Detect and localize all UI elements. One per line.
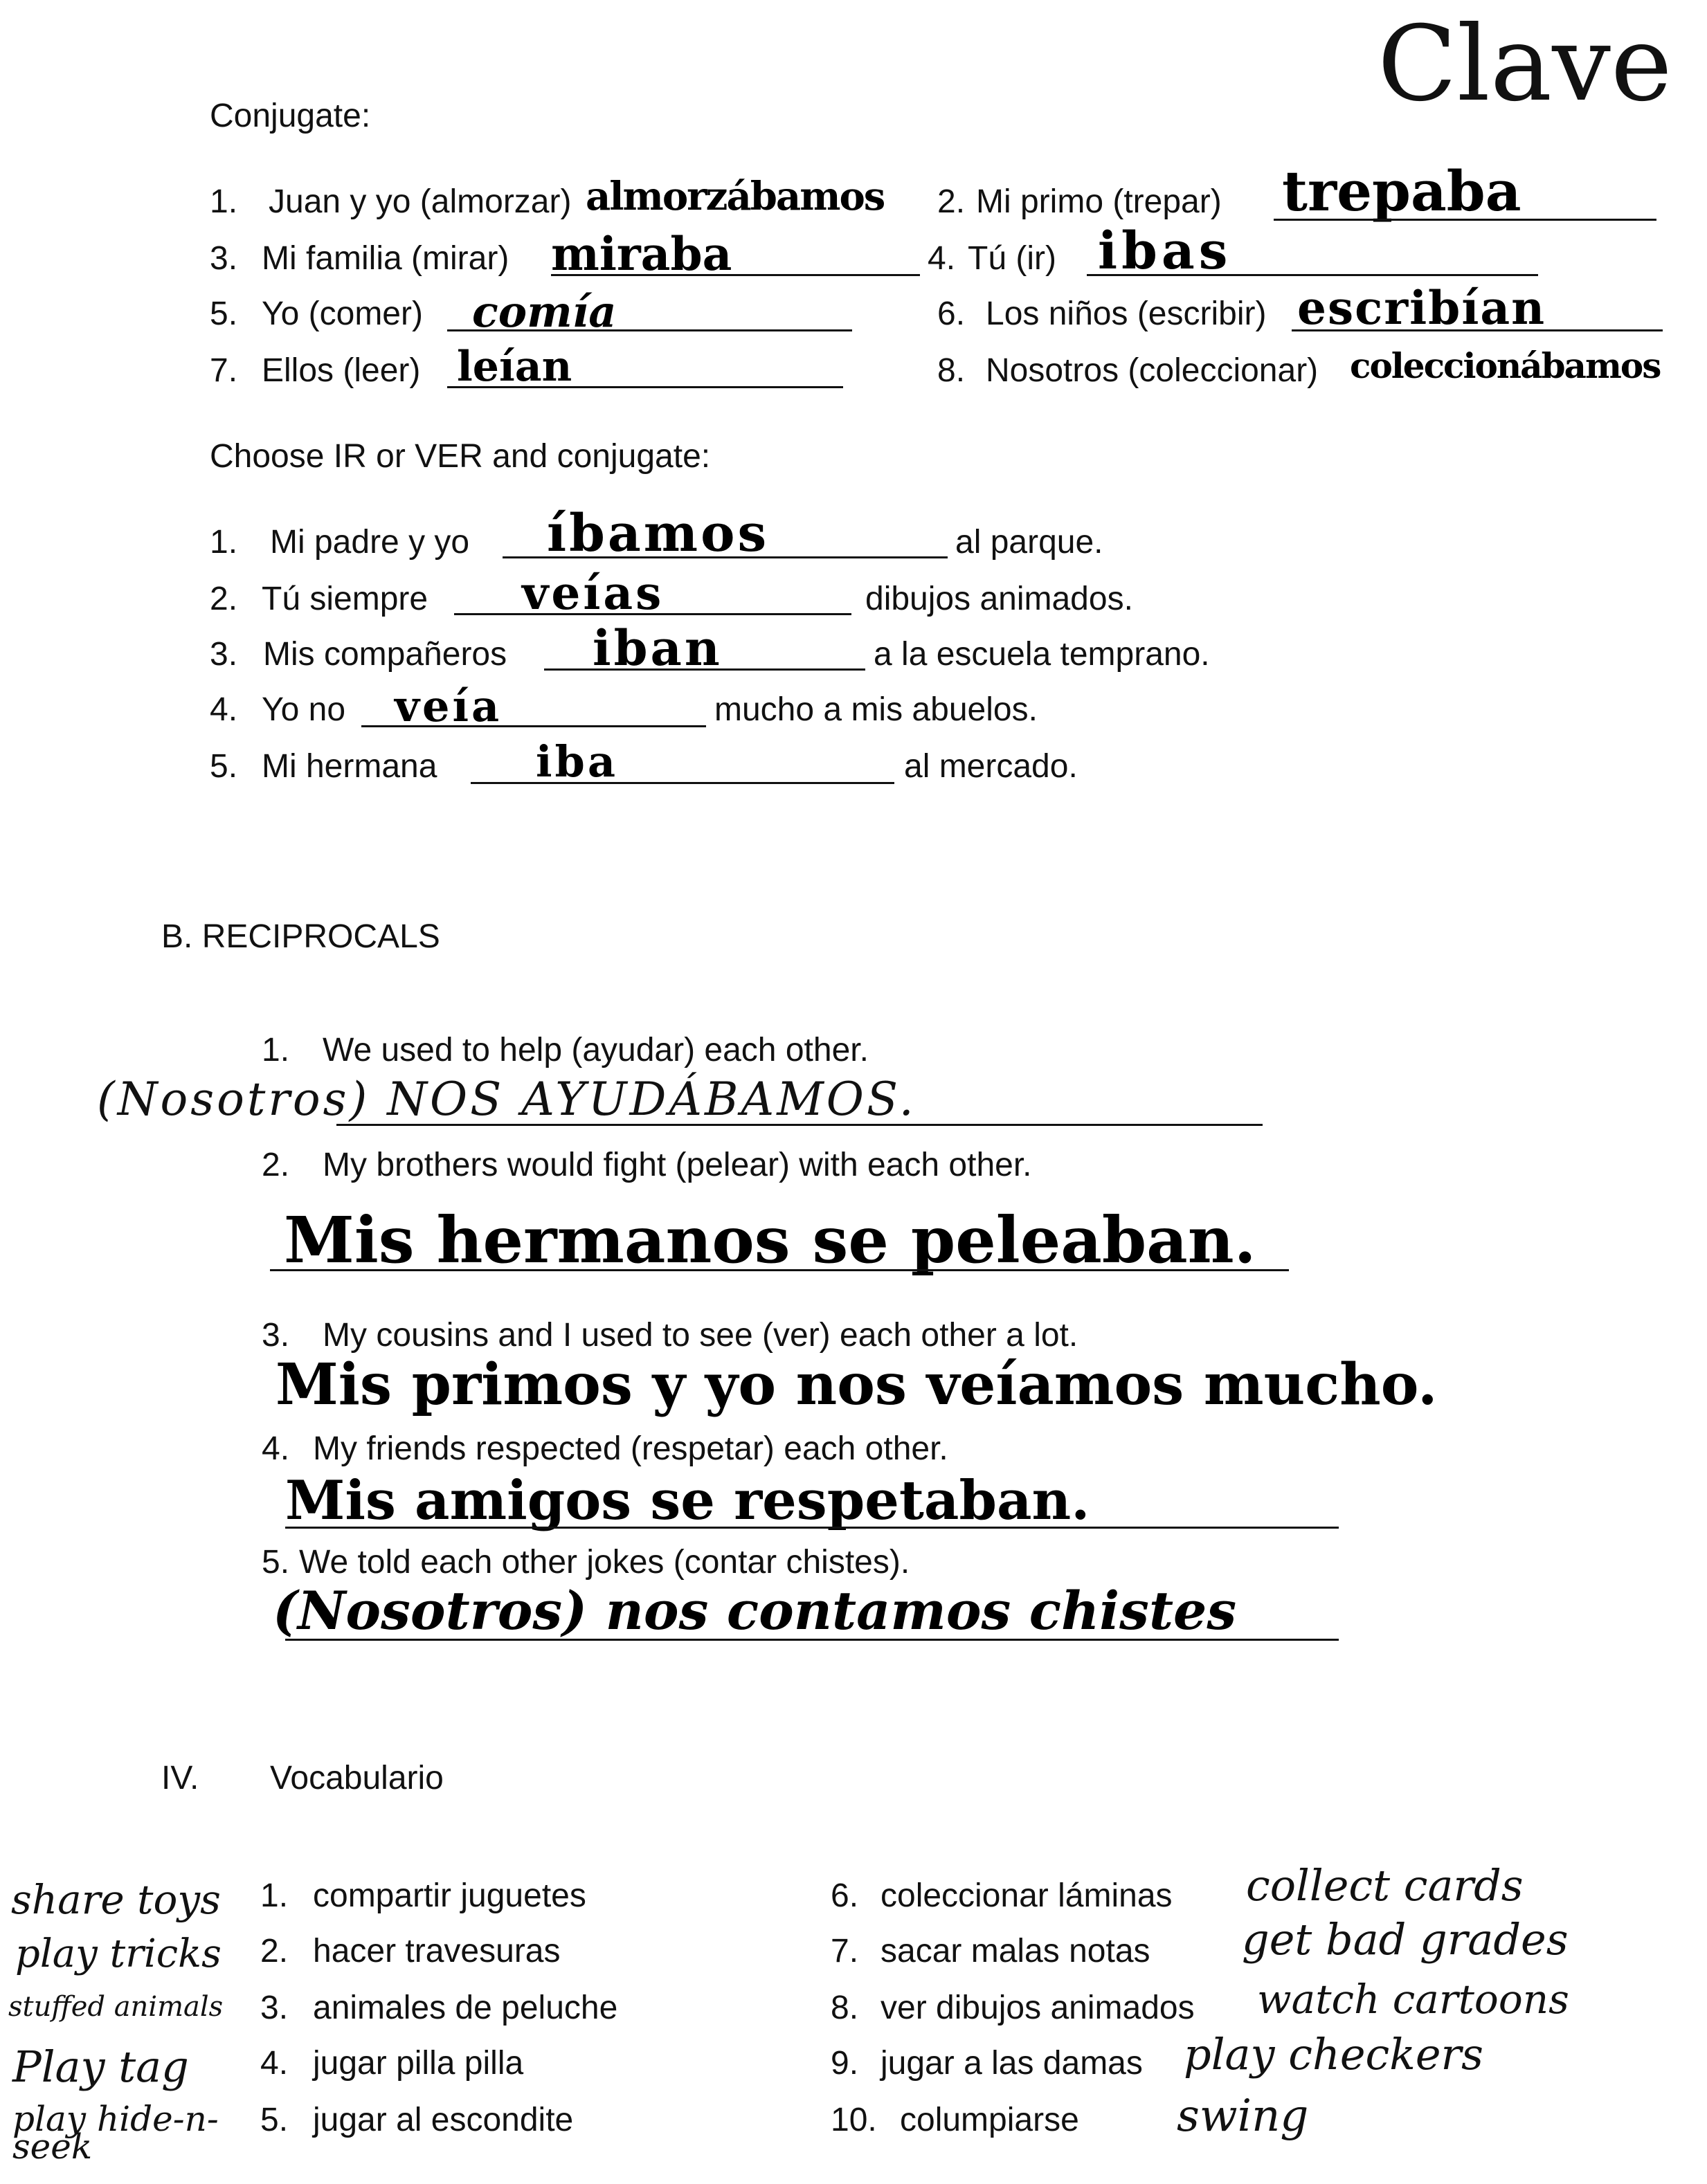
vocab-title: Vocabulario (270, 1760, 444, 1796)
vocab-9-num: 9. (831, 2045, 859, 2082)
clave-handwritten: Clave (1378, 4, 1672, 125)
conj-5-prompt: Yo (comer) (262, 295, 423, 332)
recip-4-prompt: My friends respected (respetar) each other. (313, 1430, 948, 1467)
recip-5-num: 5. (262, 1544, 290, 1581)
vocab-1-term: compartir juguetes (313, 1877, 586, 1914)
irver-1-tail: al parque. (955, 524, 1103, 561)
irver-5-answer: iba (536, 736, 619, 787)
irver-4-num: 4. (210, 691, 238, 728)
vocab-10-answer: swing (1177, 2091, 1309, 2142)
recip-2-line (270, 1269, 1289, 1271)
irver-5-num: 5. (210, 748, 238, 785)
irver-2-tail: dibujos animados. (865, 581, 1133, 617)
recip-1-line (336, 1124, 1263, 1126)
irver-3-line (544, 668, 865, 671)
vocab-4-term: jugar pilla pilla (313, 2045, 524, 2082)
conj-3-line (551, 274, 920, 276)
vocab-10-num: 10. (831, 2102, 877, 2138)
vocab-7-num: 7. (831, 1933, 859, 1969)
irver-1-answer: íbamos (547, 504, 770, 563)
recip-2-num: 2. (262, 1147, 290, 1183)
irver-title: Choose IR or VER and conjugate: (210, 438, 711, 475)
irver-3-num: 3. (210, 636, 238, 673)
recip-3-prompt: My cousins and I used to see (ver) each other a lot. (323, 1317, 1078, 1354)
conj-5-line (447, 329, 852, 331)
vocab-10-term: columpiarse (900, 2102, 1079, 2138)
recip-2-answer: Mis hermanos se peleaban. (284, 1203, 1256, 1277)
irver-4-answer: veía (395, 681, 503, 731)
conjugate-title: Conjugate: (210, 98, 371, 134)
vocab-8-answer: watch cartoons (1257, 1976, 1569, 2023)
conj-2-answer: trepaba (1282, 158, 1521, 224)
irver-2-num: 2. (210, 581, 238, 617)
conj-6-prompt: Los niños (escribir) (986, 295, 1267, 332)
recip-5-prompt: We told each other jokes (contar chistes). (299, 1544, 910, 1581)
conj-5-num: 5. (210, 295, 238, 332)
vocab-2-num: 2. (260, 1933, 289, 1969)
conj-3-answer: miraba (551, 227, 732, 281)
conj-1-prompt: Juan y yo (almorzar) (269, 183, 572, 220)
irver-3-prompt: Mis compañeros (263, 636, 507, 673)
conj-8-prompt: Nosotros (coleccionar) (986, 352, 1319, 389)
vocab-7-term: sacar malas notas (880, 1933, 1150, 1969)
irver-1-num: 1. (210, 524, 238, 561)
irver-2-answer: veías (522, 566, 665, 620)
vocab-5-term: jugar al escondite (313, 2102, 574, 2138)
vocab-7-answer: get bad grades (1242, 1914, 1569, 1965)
recip-2-prompt: My brothers would fight (pelear) with each other. (323, 1147, 1032, 1183)
recip-5-line (285, 1639, 1339, 1641)
recip-1-num: 1. (262, 1032, 290, 1068)
irver-2-prompt: Tú siempre (262, 581, 428, 617)
conj-7-prompt: Ellos (leer) (262, 352, 421, 389)
reciprocals-title: B. RECIPROCALS (161, 918, 440, 955)
vocab-1-answer: share toys (11, 1876, 221, 1923)
recip-1-answer: (Nosotros) NOS AYUDÁBAMOS. (97, 1073, 916, 1126)
conj-2-num: 2. (937, 183, 966, 220)
irver-5-prompt: Mi hermana (262, 748, 437, 785)
conj-7-answer: leían (457, 343, 572, 391)
conj-3-num: 3. (210, 240, 238, 277)
conj-6-answer: escribían (1297, 281, 1546, 335)
conj-6-line (1292, 329, 1663, 331)
irver-4-prompt: Yo no (262, 691, 346, 728)
vocab-3-term: animales de peluche (313, 1990, 618, 2026)
conj-2-prompt: Mi primo (trepar) (976, 183, 1222, 220)
vocab-6-num: 6. (831, 1877, 859, 1914)
vocab-5-num: 5. (260, 2102, 289, 2138)
vocab-6-term: coleccionar láminas (880, 1877, 1173, 1914)
irver-2-line (454, 613, 851, 615)
irver-3-answer: iban (593, 619, 723, 677)
conj-4-line (1087, 274, 1538, 276)
recip-4-answer: Mis amigos se respetaban. (285, 1469, 1090, 1532)
vocab-4-answer: Play tag (12, 2041, 189, 2092)
irver-1-line (503, 556, 948, 558)
conj-4-num: 4. (928, 240, 956, 277)
irver-3-tail: a la escuela temprano. (874, 636, 1210, 673)
vocab-9-term: jugar a las damas (880, 2045, 1143, 2082)
irver-4-line (361, 725, 706, 727)
irver-1-prompt: Mi padre y yo (270, 524, 470, 561)
conj-7-line (447, 386, 843, 388)
conj-6-num: 6. (937, 295, 966, 332)
recip-4-line (285, 1527, 1339, 1529)
conj-7-num: 7. (210, 352, 238, 389)
recip-3-num: 3. (262, 1317, 290, 1354)
conj-4-answer: ibas (1098, 221, 1232, 281)
conj-5-answer: comía (472, 286, 617, 337)
vocab-4-num: 4. (260, 2045, 289, 2082)
conj-3-prompt: Mi familia (mirar) (262, 240, 509, 277)
vocab-roman: IV. (161, 1760, 199, 1796)
vocab-8-term: ver dibujos animados (880, 1990, 1195, 2026)
vocab-3-num: 3. (260, 1990, 289, 2026)
vocab-2-answer: play tricks (15, 1931, 222, 1976)
conj-8-answer: coleccionábamos (1350, 345, 1661, 386)
recip-1-prompt: We used to help (ayudar) each other. (323, 1032, 869, 1068)
recip-3-answer: Mis primos y yo nos veíamos mucho. (276, 1352, 1438, 1418)
conj-1-num: 1. (210, 183, 238, 220)
vocab-9-answer: play checkers (1184, 2029, 1484, 2080)
vocab-2-term: hacer travesuras (313, 1933, 561, 1969)
irver-4-tail: mucho a mis abuelos. (714, 691, 1038, 728)
conj-4-prompt: Tú (ir) (968, 240, 1056, 277)
conj-2-line (1274, 219, 1656, 221)
vocab-6-answer: collect cards (1246, 1860, 1524, 1911)
irver-5-tail: al mercado. (904, 748, 1078, 785)
conj-1-answer: almorzábamos (586, 174, 885, 219)
vocab-3-answer: stuffed animals (8, 1991, 224, 2023)
recip-4-num: 4. (262, 1430, 290, 1467)
irver-5-line (471, 782, 894, 784)
vocab-8-num: 8. (831, 1990, 859, 2026)
vocab-1-num: 1. (260, 1877, 289, 1914)
conj-8-num: 8. (937, 352, 966, 389)
vocab-5-answer: play hide-n-seek (12, 2099, 219, 2167)
recip-5-answer: (Nosotros) nos contamos chistes (273, 1580, 1237, 1641)
